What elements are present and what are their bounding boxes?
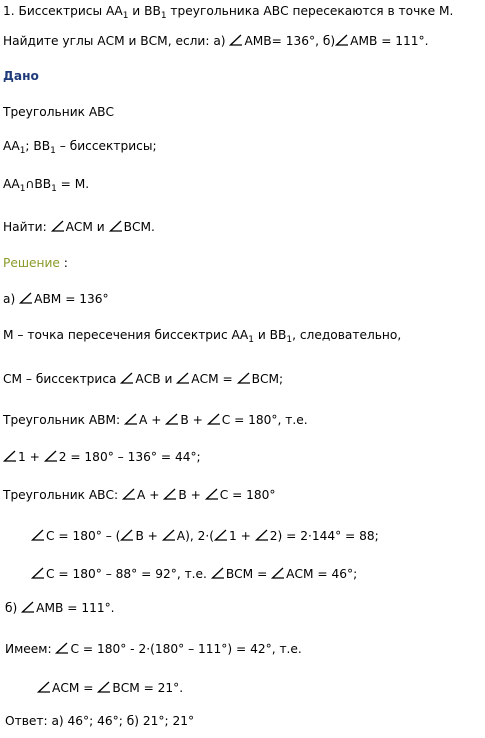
subscript: 1: [19, 184, 26, 194]
given-find: [3, 219, 155, 235]
angle-icon: [176, 372, 190, 384]
text: а): [3, 292, 20, 306]
solution-line-1: [3, 291, 109, 307]
text: 2 = 180° – 136° = 44°;: [58, 450, 201, 464]
subscript: 1: [286, 335, 293, 345]
text: ВСМ = 21°.: [112, 681, 184, 695]
text: АСМ и: [65, 220, 109, 234]
text: Имеем:: [5, 642, 56, 656]
subscript: 1: [50, 146, 56, 156]
angle-icon: [109, 220, 123, 232]
text: и ВВ: [253, 328, 287, 342]
text: – биссектрисы;: [55, 139, 157, 153]
text: АСВ и: [135, 372, 177, 386]
text: АСМ =: [191, 372, 237, 386]
text: В +: [180, 413, 207, 427]
solution-heading: Решение: [3, 256, 60, 270]
text: ВСМ.: [123, 220, 155, 234]
angle-icon: [19, 292, 33, 304]
text: АМВ = 111°.: [350, 34, 429, 48]
angle-icon: [163, 488, 177, 500]
text: :: [59, 256, 68, 270]
solution-line-5: [3, 449, 201, 465]
given-triangle: Треугольник АВС: [3, 105, 115, 119]
text: Треугольник АВМ:: [3, 413, 125, 427]
subscript: 1: [122, 11, 129, 21]
text: А +: [139, 413, 166, 427]
subscript: 1: [51, 184, 57, 194]
solution-line-6: [3, 487, 276, 503]
text: 2) = 2·144° = 88;: [269, 529, 379, 543]
angle-icon: [120, 529, 134, 541]
text: б): [5, 601, 22, 615]
angle-icon: [214, 529, 228, 541]
text: ВСМ;: [251, 372, 284, 386]
text: , следовательно,: [292, 328, 402, 342]
text: АМВ = 111°.: [36, 601, 115, 615]
angle-icon: [211, 567, 225, 579]
angle-icon: [21, 601, 35, 613]
text: АА: [3, 139, 20, 153]
subscript: 1: [19, 146, 26, 156]
text: С = 180° – 88° = 92°, т.е.: [46, 567, 211, 581]
solution-line-3: [3, 371, 283, 387]
solution-line-11: [37, 680, 183, 696]
text: ; ВВ: [25, 139, 51, 153]
text: = М.: [56, 177, 90, 191]
angle-icon: [37, 681, 51, 693]
angle-icon: [207, 413, 221, 425]
solution-line-7: [31, 528, 379, 544]
angle-icon: [122, 488, 136, 500]
solution-line-8: [31, 566, 357, 582]
angle-icon: [120, 372, 134, 384]
angle-icon: [165, 413, 179, 425]
text: С = 180° – (: [46, 529, 121, 543]
text: М – точка пересечения биссектрис АА: [3, 328, 249, 342]
text: АВМ = 136°: [34, 292, 109, 306]
text: СМ – биссектриса: [3, 372, 121, 386]
text: 1 +: [229, 529, 255, 543]
angle-icon: [3, 450, 17, 462]
solution-line-9: [5, 600, 115, 616]
angle-icon: [51, 220, 65, 232]
angle-icon: [229, 34, 243, 46]
text: Найти:: [3, 220, 51, 234]
angle-icon: [97, 681, 111, 693]
angle-icon: [271, 567, 285, 579]
problem-line-1: [3, 3, 453, 19]
solution-line-2: [3, 327, 401, 343]
angle-icon: [335, 34, 349, 46]
given-heading: Дано: [3, 69, 39, 83]
text: и ВВ: [128, 4, 161, 18]
solution-heading-line: [3, 255, 68, 271]
angle-icon: [255, 529, 269, 541]
text: А +: [137, 488, 164, 502]
text: С = 180° - 2·(180° – 111°) = 42°, т.е.: [70, 642, 302, 656]
solution-line-4: [3, 412, 308, 428]
text: ВСМ =: [225, 567, 272, 581]
text: 1. Биссектрисы АА: [3, 4, 123, 18]
text: ∩ВВ: [25, 177, 52, 191]
angle-icon: [205, 488, 219, 500]
text: С = 180°, т.е.: [221, 413, 308, 427]
text: АСМ = 46°;: [286, 567, 358, 581]
text: Найдите углы АСМ и ВСМ, если: а): [3, 34, 230, 48]
angle-icon: [237, 372, 251, 384]
text: Треугольник АВС:: [3, 488, 123, 502]
text: треугольника АВС пересекаются в точке М.: [166, 4, 454, 18]
angle-icon: [44, 450, 58, 462]
given-bisectors: [3, 138, 157, 154]
text: В +: [178, 488, 205, 502]
text: 1 +: [18, 450, 44, 464]
subscript: 1: [160, 11, 167, 21]
text: В +: [135, 529, 162, 543]
angle-icon: [124, 413, 138, 425]
text: С = 180°: [219, 488, 276, 502]
angle-icon: [31, 529, 45, 541]
given-intersection: [3, 176, 89, 192]
subscript: 1: [248, 335, 254, 345]
text: АСМ =: [52, 681, 98, 695]
text: АА: [3, 177, 20, 191]
angle-icon: [55, 642, 69, 654]
angle-icon: [31, 567, 45, 579]
solution-line-10: [5, 641, 302, 657]
problem-line-2: [3, 33, 429, 49]
angle-icon: [162, 529, 176, 541]
text: А), 2·(: [176, 529, 214, 543]
text: АМВ= 136°, б): [244, 34, 336, 48]
answer: Ответ: а) 46°; 46°; б) 21°; 21°: [5, 714, 195, 728]
